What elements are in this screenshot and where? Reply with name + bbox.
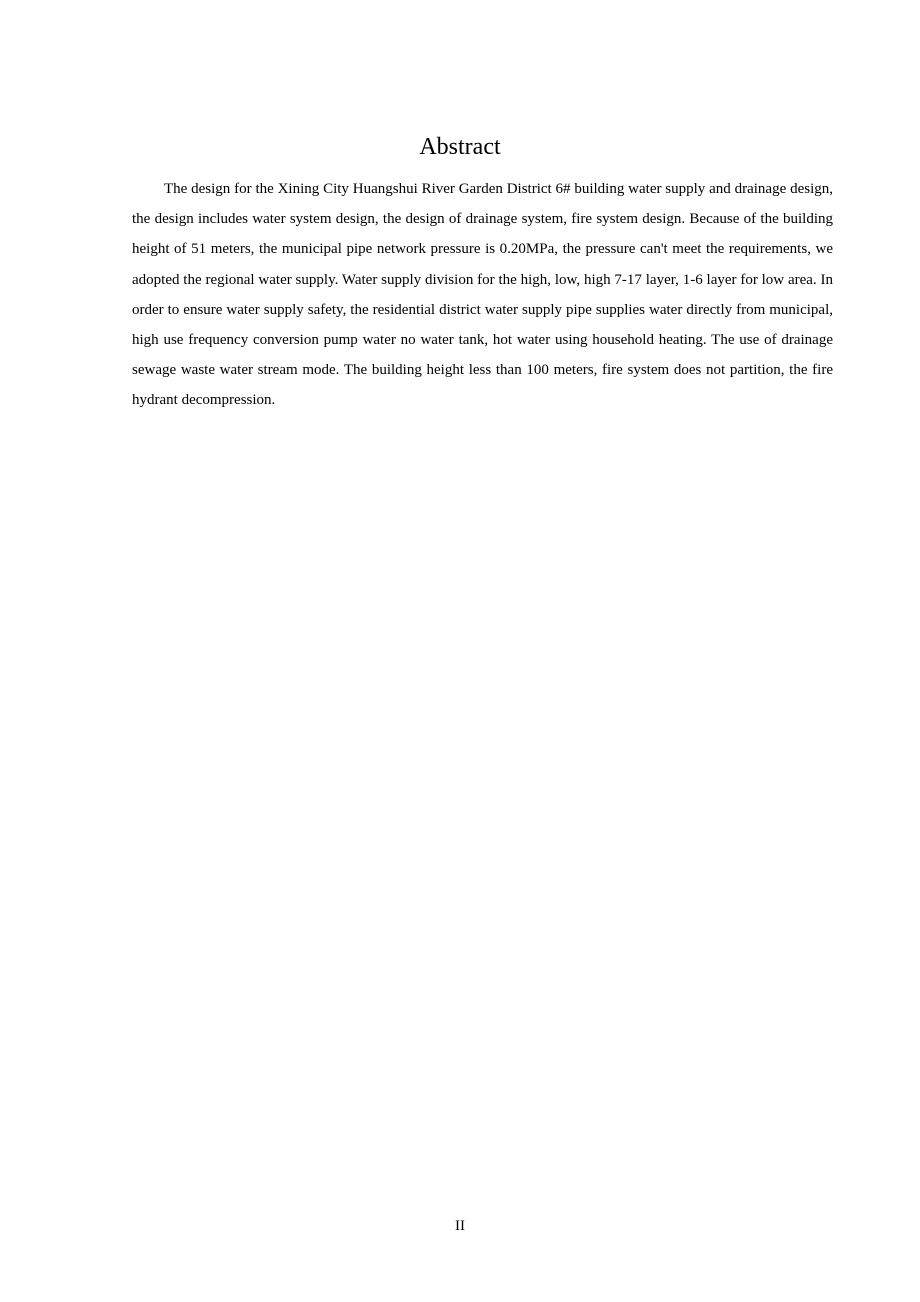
abstract-title: Abstract (419, 134, 501, 160)
abstract-paragraph: The design for the Xining City Huangshui River Garden District 6# building water supply and drainage design, the design includes water system design, the design of drainage system, fire system design. Because of the building height of 51 meters, the municipal pipe network pressure is 0.20MPa, the pressure can't meet the requirements, we adopted the regional water supply. Water supply division for the high, low, high 7-17 layer, 1-6 layer for low area. In order to ensure water supply safety, the residential district water supply pipe supplies water directly from municipal, high use frequency conversion pump water no water tank, hot water using household heating. The use of drainage sewage waste water stream mode. The building height less than 100 meters, fire system does not partition, the fire hydrant decompression. (132, 181, 833, 409)
page-number: II (455, 1218, 465, 1234)
